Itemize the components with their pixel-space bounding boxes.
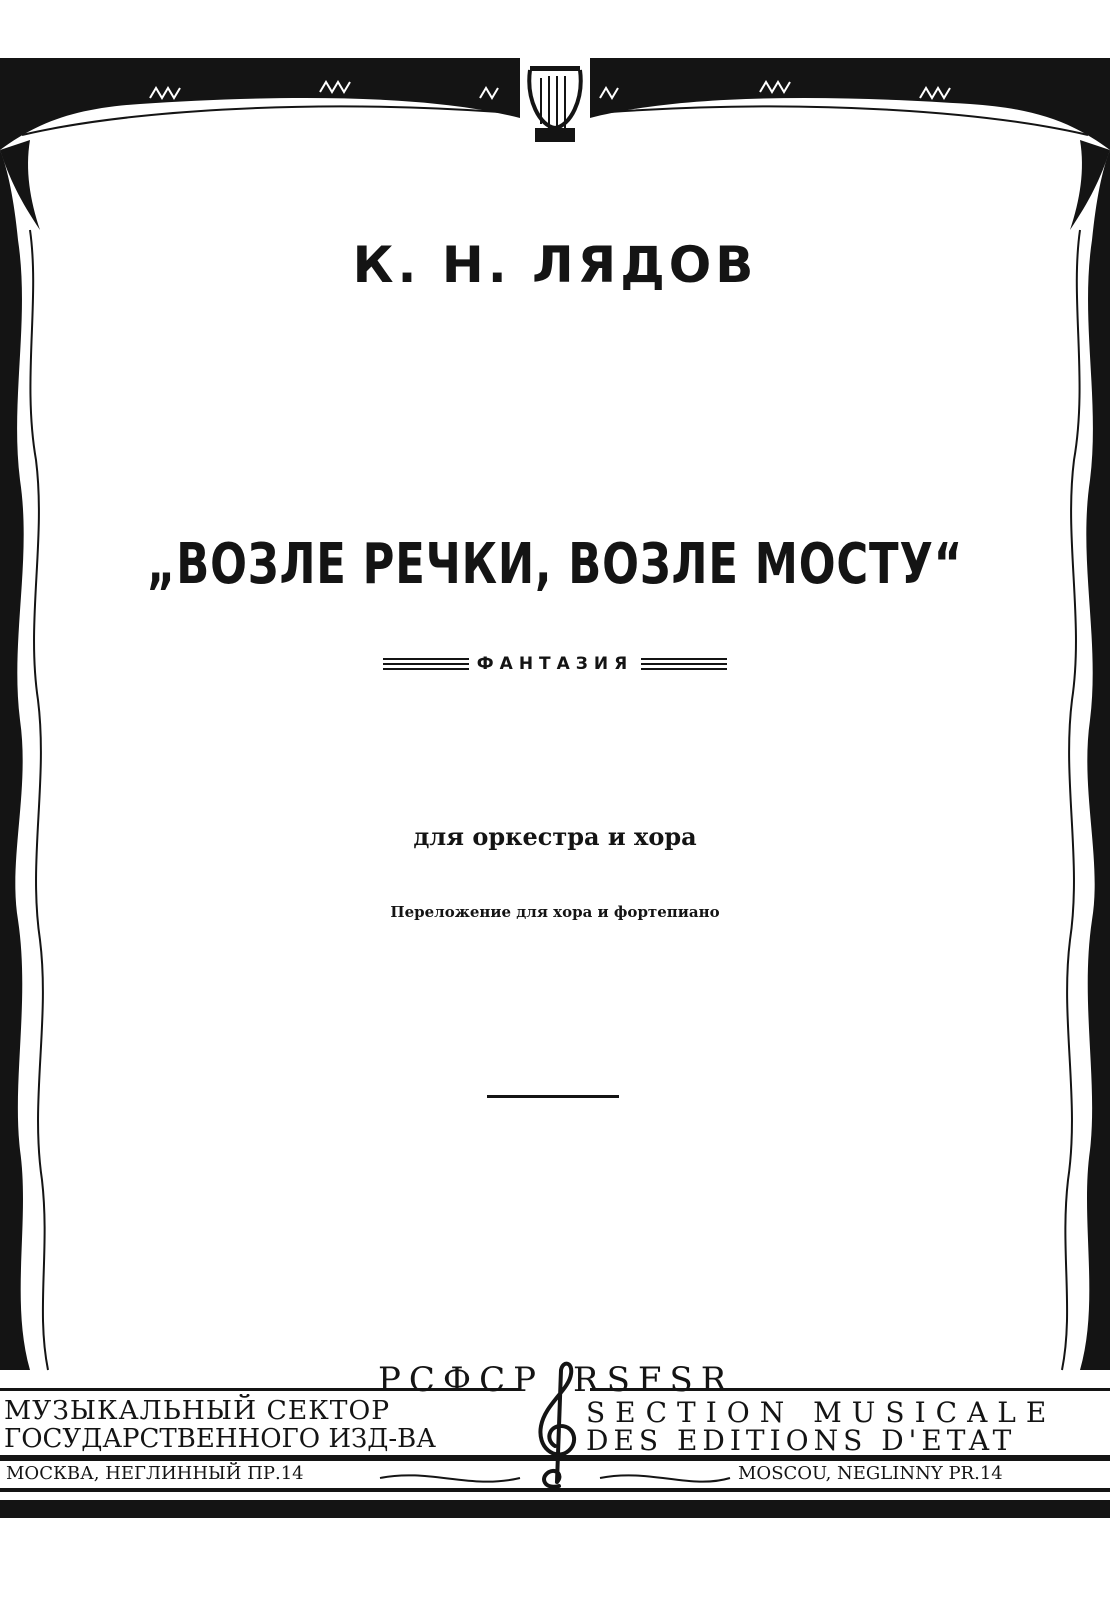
- address-swash: [380, 1475, 520, 1481]
- publisher-line2-ru: ГОСУДАРСТВЕННОГО ИЗД-ВА: [4, 1424, 436, 1454]
- publisher-line2-fr: DES EDITIONS D'ETAT: [586, 1424, 1017, 1457]
- address-ru: МОСКВА, НЕГЛИННЫЙ ПР.14: [6, 1463, 304, 1484]
- treble-clef-icon: [525, 1356, 589, 1496]
- top-left-drape: [0, 78, 520, 150]
- left-drape: [0, 150, 30, 1370]
- work-title: „ВОЗЛЕ РЕЧКИ, ВОЗЛЕ МОСТУ“: [146, 532, 964, 597]
- address-swash: [600, 1475, 730, 1481]
- top-right-line: [610, 106, 1088, 135]
- double-rule-left: [383, 658, 469, 670]
- lyre-icon: [520, 58, 590, 142]
- publisher-line1-fr: SECTION MUSICALE: [586, 1396, 1057, 1429]
- composer-name: К. Н. ЛЯДОВ: [352, 236, 758, 294]
- rsfsr-en: RSFSR: [573, 1360, 735, 1400]
- publisher-line1-ru: МУЗЫКАЛЬНЫЙ СЕКТОР: [4, 1396, 391, 1426]
- center-divider: [487, 1095, 619, 1098]
- genre-label: ФАНТАЗИЯ: [476, 654, 634, 674]
- left-inner-line: [30, 230, 48, 1370]
- bottom-band: [0, 1500, 1110, 1518]
- top-right-drape: [590, 78, 1110, 150]
- top-left-line: [22, 106, 500, 135]
- double-rule-right: [641, 658, 727, 670]
- right-drape: [1080, 150, 1110, 1370]
- right-inner-line: [1062, 230, 1080, 1370]
- address-fr: MOSCOU, NEGLINNY PR.14: [738, 1463, 1003, 1484]
- genre-row: [0, 654, 1110, 674]
- scoring-line: для оркестра и хора: [413, 822, 697, 851]
- arrangement-line: Переложение для хора и фортепиано: [390, 903, 720, 921]
- rsfsr-ru: РСФСР: [378, 1360, 545, 1400]
